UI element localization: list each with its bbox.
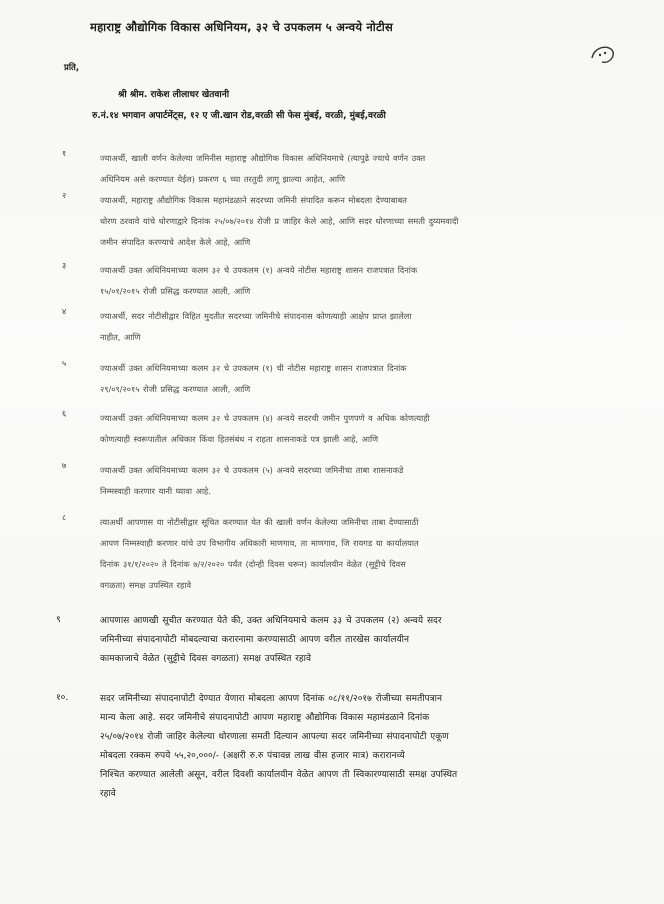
clause-line: ज्याअर्थी उक्त अधिनियमाच्या कलम ३२ चे उपकलम (४) अन्वये सदरची जमीन पुणपणे व अधिक कोणत्याही	[100, 413, 430, 423]
clause-number: ५	[62, 359, 67, 368]
clause-line: ज्याअर्थी उक्त अधिनियमाच्या कलम ३२ चे उपकलम (१) अन्वये नोटीस महाराष्ट्र शासन राजपत्रात दिनांक	[100, 265, 418, 275]
clause-text	[100, 460, 620, 502]
clause-text	[100, 512, 620, 596]
clause-text	[100, 148, 620, 190]
clause-number: १०.	[56, 693, 69, 703]
clause-line: ज्याअर्थी, महाराष्ट्र औद्योगिक विकास महामंडळाने सदरच्या जमिनी संपादित करून मोबदला देण्याबाबत	[100, 195, 407, 205]
clause-number: १	[62, 149, 67, 158]
clause-text	[100, 358, 620, 400]
clause-number: ८	[62, 513, 67, 522]
clause-line: जमिनीच्या संपादनापोटी मोबदल्याचा करारनामा करण्यासाठी आपण वरील तारखेस कार्यालयीन	[100, 635, 410, 645]
clause-line: दिनांक ३१/१/२०२० ते दिनांक ७/२/२०२० पर्यंत (दोन्ही दिवस धरून) कार्यालयीन वेळेत (सुट्टीचे दिवस	[100, 559, 406, 569]
clause-line: २५/०७/२०१४ रोजी जाहिर केलेल्या धोरणाला समती दिल्यान आपल्या सदर जमिनीच्या संपादनापोटी एकूण	[100, 732, 449, 742]
clause-text	[100, 408, 620, 450]
clause-line: कोणत्याही स्वरूपातील अधिकार किंवा हितसंबंध न राहता शासनाकडे पत्र झाली आहे, आणि	[100, 434, 379, 444]
to-label: प्रति,	[64, 63, 80, 73]
clause-line: २९/०९/२०१५ रोजी प्रसिद्ध करण्यात आली, आणि	[100, 384, 251, 394]
clause-line: निम्मस्वाही करणार यानी घ्यावा आहे.	[100, 486, 211, 496]
clause-line: आपण निम्मस्वाही करणार यांचे उप विभागीय अधिकारी माणगाव, ता माणगाव, जि रायगड या कार्यालयात	[100, 538, 419, 548]
clause-text	[100, 190, 620, 253]
clause-text	[100, 306, 620, 348]
clause-line: कामकाजाचे वेळेत (सुट्टीचे दिवस वगळता) समक्ष उपस्थित रहावे	[100, 654, 312, 664]
clause-line: ज्याअर्थी, सदर नोटीसीद्वार विहित मुदतीत सदरच्या जमिनीचे संपादनास कोणत्याही आक्षेप प्राप्त झालेला	[100, 311, 412, 321]
clause-line: रहावे	[100, 789, 116, 799]
clause-line: ज्याअर्थी, खाली वर्णन केलेल्या जमिनीस महाराष्ट्र औद्योगिक विकास अधिनियमाचे (त्यापुढे ज्याचे वर्णन उक्त	[100, 153, 426, 163]
clause-line: मान्य केला आहे. सदर जमिनीचे संपादनापोटी आपण महाराष्ट्र औद्योगिक विकास महामंडळाने दिनांक	[100, 713, 430, 723]
clause-line: सदर जमिनीच्या संपादनापोटी देण्यात येणारा मोबदला आपण दिनांक ०८/११/२०१७ रोजीच्या समतीपत्रान	[100, 694, 442, 704]
clause-line: जमीन संपादित करण्याचे आदेश केले आहे, आणि	[100, 237, 251, 247]
handwritten-mark-icon	[588, 40, 618, 70]
clause-line: आपणास आणखी सूचीत करण्यात येते की, उक्त अधिनियमाचे कलम ३३ चे उपकलम (२) अन्वये सदर	[100, 616, 442, 626]
addressee-address: रु.नं.१४ भगवान अपार्टमेंट्स, १२ ए जी.खान रोड,वरळी सी फेस मुंबई, वरळी, मुंबई,वरळी	[92, 111, 386, 121]
clause-line: वगळता) समक्ष उपस्थित रहावे	[100, 580, 192, 590]
clause-line: धोरण ठरवावे यांचे धोरणाद्वारे दिनांक २५/०७/२०१४ रोजी प्र जाहिर केले आहे, आणि सदर धोरणाच्या समती दुय्यमवादी	[100, 216, 459, 226]
clause-text	[100, 612, 620, 669]
clause-number: ९	[56, 615, 61, 625]
clause-number: ३	[62, 261, 67, 270]
addressee-name: श्री श्रीम. राकेश लीलाधर खेतवानी	[118, 90, 230, 100]
clause-text	[100, 260, 620, 302]
clause-number: ६	[62, 409, 67, 418]
clause-number: ४	[62, 307, 67, 316]
clause-line: १५/०१/२०१५ रोजी प्रसिद्ध करण्यात आली, आणि	[100, 286, 251, 296]
clause-line: नाहीत, आणि	[100, 332, 141, 342]
clause-line: ज्याअर्थी उक्त अधिनियमाच्या कलम ३२ चे उपकलम (५) अन्वये सदरच्या जमिनीचा ताबा शासनाकडे	[100, 465, 404, 475]
clause-line: निश्चित करण्यात आलेली असून, वरील दिवशी कार्यालयीन वेळेत आपण ती स्विकारण्यासाठी समक्ष उपस्थित	[100, 770, 458, 780]
clause-line: त्याअर्थी आपणास या नोटीसीद्वार सूचित करण्यात येत की खाली वर्णन केलेल्या जमिनीचा ताबा देण्यासाठी	[100, 517, 419, 527]
clause-line: मोबदला रक्कम रुपये ५५,२०,०००/- (अक्षरी रु.रु पंचावन्न लाख वीस हजार मात्र) करारानव्ये	[100, 751, 405, 761]
clause-line: अधिनियम असे करण्यात येईल) प्रकरण ६ च्या तरतुदी लागू झाल्या आहेत, आणि	[100, 174, 346, 184]
clause-number: २	[62, 191, 67, 200]
clause-text	[100, 690, 620, 804]
document-title: महाराष्ट्र औद्योगिक विकास अधिनियम, ३२ चे उपकलम ५ अन्वये नोटीस	[90, 20, 393, 34]
clause-number: ७	[62, 461, 67, 470]
clause-line: ज्याअर्थी उक्त अधिनियमाच्या कलम ३२ चे उपकलम (१) ची नोटीस महाराष्ट्र शासन राजपत्रात दिनांक	[100, 363, 407, 373]
